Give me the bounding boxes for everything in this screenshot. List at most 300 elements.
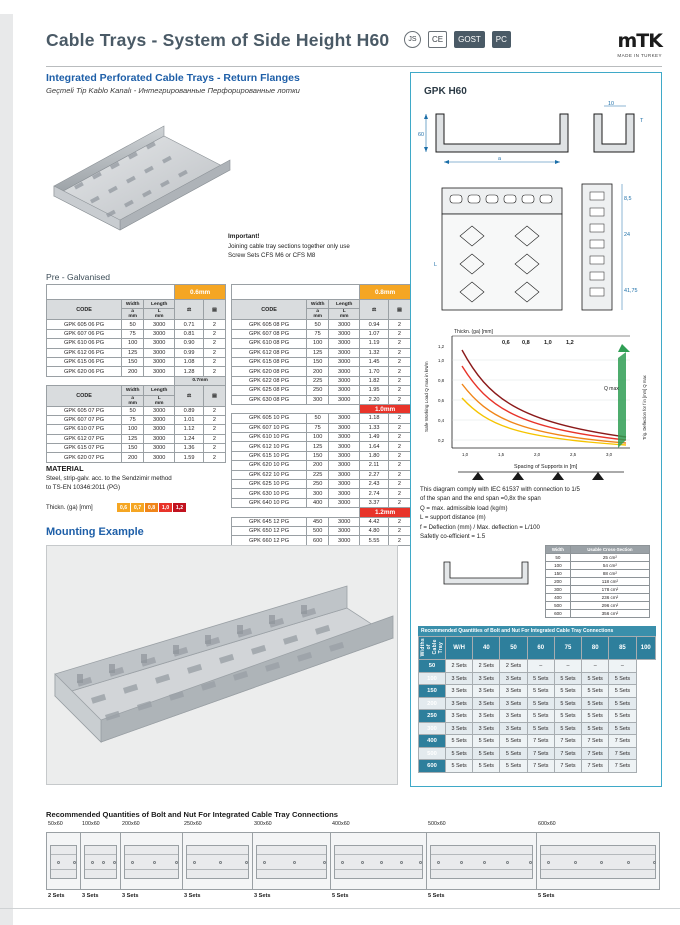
chart-top-label: Thickn. (ga) [mm] xyxy=(454,329,493,335)
cell-value: 0.71 xyxy=(175,320,204,329)
bolt-cell: 5 Sets xyxy=(473,747,500,760)
cell-value: 2 xyxy=(203,444,225,453)
cell-value: 1.82 xyxy=(360,376,389,385)
cell-value: 3000 xyxy=(144,348,175,357)
cell-code: GPK 607 10 PG xyxy=(232,423,307,432)
pc-mark-icon: PC xyxy=(492,31,511,48)
cell-value: 1.24 xyxy=(175,434,204,443)
col-width: Width xyxy=(122,300,144,309)
cell-code: 100 xyxy=(546,562,571,570)
table-row xyxy=(232,395,411,404)
section-subtitle-intl: Geçmeli Tip Kablo Kanalı - Интегрированные Перфорированные лотки xyxy=(46,86,300,95)
svg-text:0,6: 0,6 xyxy=(438,398,445,403)
cell-value: 1.64 xyxy=(360,442,389,451)
page-title: Cable Trays - System of Side Height H60 xyxy=(46,30,390,50)
ucs-header-row xyxy=(546,546,650,554)
bolt-cell: 5 Sets xyxy=(582,672,609,685)
cell-code: 200 xyxy=(546,578,571,586)
certification-marks xyxy=(404,31,511,48)
table-family-name: GPK ... H60 xyxy=(47,285,175,300)
cell-value: 2 xyxy=(203,415,225,424)
col-pcs-r: ▤ xyxy=(388,300,410,320)
col-length-unit: L mm xyxy=(144,309,175,320)
cell-code: GPK 605 07 PG xyxy=(47,406,122,415)
bottom-tray-size-label: 250x60 xyxy=(184,821,202,827)
bolt-row xyxy=(419,685,656,698)
cell-value: 0.99 xyxy=(175,348,204,357)
cell-value: 2 xyxy=(388,395,410,404)
bottom-tray-sets-label: 5 Sets xyxy=(428,893,445,899)
cell-code: GPK 630 08 PG xyxy=(232,395,307,404)
svg-text:1,0: 1,0 xyxy=(438,358,445,363)
diagram-note-line: L = support distance (m) xyxy=(420,514,486,522)
bolt-hole-icon xyxy=(653,861,656,864)
bolt-cell: 3 Sets xyxy=(473,722,500,735)
cell-code: GPK 610 06 PG xyxy=(47,339,122,348)
diagram-notes xyxy=(420,485,652,542)
bolt-row xyxy=(419,747,656,760)
table-column-headers-2 xyxy=(47,386,226,395)
bolt-cell: 5 Sets xyxy=(609,697,636,710)
table-body-right-10 xyxy=(232,414,411,508)
cell-value: 3000 xyxy=(329,470,360,479)
cell-value: 2 xyxy=(203,357,225,366)
table-thickness-badge-12: 1.2mm xyxy=(360,508,411,517)
cell-value: 50 xyxy=(307,320,329,329)
svg-text:1,0: 1,0 xyxy=(544,340,552,346)
bolt-cell: 5 Sets xyxy=(527,710,554,723)
dim-width-a: a xyxy=(498,156,501,162)
table-thickness-badge-10: 1.0mm xyxy=(360,404,411,413)
bolt-hole-icon xyxy=(380,861,383,864)
bottom-tray-sets-label: 3 Sets xyxy=(184,893,201,899)
cell-value: 1.59 xyxy=(175,453,204,462)
bolt-cell: – xyxy=(609,660,636,673)
cell-value: 54 cm² xyxy=(570,562,649,570)
table-row xyxy=(47,320,226,329)
bolt-hole-icon xyxy=(361,861,364,864)
bolt-cell: 5 Sets xyxy=(554,672,581,685)
cell-value: 1.08 xyxy=(175,357,204,366)
cell-code: GPK 660 12 PG xyxy=(232,536,307,545)
bolt-hole-icon xyxy=(153,861,156,864)
bolt-hole-icon xyxy=(193,861,196,864)
cell-value: 125 xyxy=(122,434,144,443)
col-pcs: ▤ xyxy=(203,300,225,320)
cell-value: 3000 xyxy=(329,526,360,535)
thickness-chip: 1,2 xyxy=(173,503,186,512)
mounting-example-photo xyxy=(46,545,398,785)
important-note-line1: Joining cable tray sections together only use xyxy=(228,242,350,250)
bolt-cell: 5 Sets xyxy=(500,735,527,748)
table-thickness-badge: 0.6mm xyxy=(175,285,226,300)
bolt-cell: 5 Sets xyxy=(609,710,636,723)
cell-value: 1.36 xyxy=(175,444,204,453)
profile-outline-small xyxy=(438,556,534,590)
bolt-row xyxy=(419,710,656,723)
table-row xyxy=(232,423,411,432)
bottom-tray-cell xyxy=(120,821,182,899)
material-line1: Steel, strip-galv. acc. to the Sendzimir method xyxy=(46,475,172,482)
pre-galvanised-label: Pre - Galvanised xyxy=(46,272,111,282)
cell-code: GPK 607 08 PG xyxy=(232,329,307,338)
bolt-row-width: 500 xyxy=(419,747,446,760)
bottom-tray-size-label: 50x60 xyxy=(48,821,63,827)
perforation-pattern-drawing xyxy=(432,180,652,320)
cell-value: 250 xyxy=(307,480,329,489)
gost-mark-icon: GOST xyxy=(454,31,485,48)
bottom-tray-profile xyxy=(430,845,533,879)
cell-code: GPK 612 06 PG xyxy=(47,348,122,357)
cell-value: 356 cm² xyxy=(570,610,649,618)
bolt-row-width: 150 xyxy=(419,685,446,698)
cell-value: 2 xyxy=(388,451,410,460)
bottom-tray-size-label: 600x60 xyxy=(538,821,556,827)
cell-value: 50 xyxy=(122,320,144,329)
cell-value: 500 xyxy=(307,526,329,535)
bolt-cell: 5 Sets xyxy=(500,760,527,773)
cell-value: 2 xyxy=(203,406,225,415)
cell-value: 2 xyxy=(388,357,410,366)
bolt-cell: 5 Sets xyxy=(582,710,609,723)
cell-value: 2.27 xyxy=(360,470,389,479)
svg-text:0,8: 0,8 xyxy=(522,340,530,346)
col-length-unit-r: L mm xyxy=(329,309,360,320)
bolt-row-width: 250 xyxy=(419,710,446,723)
ucs-col-width: Width xyxy=(546,546,571,554)
svg-text:Q max: Q max xyxy=(604,386,619,392)
bolt-cell: 2 Sets xyxy=(446,660,473,673)
bolt-cell: 7 Sets xyxy=(527,735,554,748)
col-length: Length xyxy=(144,300,175,309)
cell-value: 3000 xyxy=(329,376,360,385)
bolt-cell: 7 Sets xyxy=(554,760,581,773)
table-row xyxy=(232,470,411,479)
table-title-row xyxy=(47,285,226,300)
material-line2: to TS-EN 10346:2011 (PG) xyxy=(46,484,121,492)
table-row xyxy=(47,329,226,338)
table-row xyxy=(232,339,411,348)
table-row xyxy=(232,329,411,338)
bolt-cell: 5 Sets xyxy=(473,735,500,748)
cell-code: GPK 605 10 PG xyxy=(232,414,307,423)
table-row xyxy=(232,320,411,329)
cell-value: 125 xyxy=(122,348,144,357)
bolt-cell: 3 Sets xyxy=(500,722,527,735)
bolt-cell: 3 Sets xyxy=(446,710,473,723)
cell-value: 296 cm² xyxy=(570,602,649,610)
thickness-chips xyxy=(117,503,186,512)
product-table-right xyxy=(231,284,411,546)
cell-value: 0.81 xyxy=(175,329,204,338)
bolt-cell: 5 Sets xyxy=(473,760,500,773)
cell-value: 2.43 xyxy=(360,480,389,489)
important-note xyxy=(228,232,398,260)
svg-text:1,5: 1,5 xyxy=(498,452,505,457)
bolt-cell: 3 Sets xyxy=(446,672,473,685)
bolt-hole-icon xyxy=(102,861,105,864)
dim-24: 24 xyxy=(624,232,630,238)
cell-value: 2 xyxy=(388,339,410,348)
bolt-cell: 3 Sets xyxy=(500,697,527,710)
bolt-row xyxy=(419,722,656,735)
bolt-side-label: Widths of Cable Tray xyxy=(419,637,446,660)
cell-code: 300 xyxy=(546,586,571,594)
cell-value: 2 xyxy=(388,498,410,507)
cell-code: GPK 615 08 PG xyxy=(232,357,307,366)
page-top-margin xyxy=(0,0,680,14)
table-row xyxy=(47,444,226,453)
col-width-unit: a mm xyxy=(122,309,144,320)
cell-value: 200 xyxy=(307,367,329,376)
cell-code: GPK 605 06 PG xyxy=(47,320,122,329)
cell-value: 0.94 xyxy=(360,320,389,329)
bottom-tray-cell xyxy=(252,821,330,899)
table-row xyxy=(47,453,226,462)
cell-value: 4.80 xyxy=(360,526,389,535)
bolt-row xyxy=(419,660,656,673)
cell-code: GPK 607 07 PG xyxy=(47,415,122,424)
table-row xyxy=(232,414,411,423)
bottom-tray-profile xyxy=(84,845,117,879)
cell-value: 3000 xyxy=(144,357,175,366)
table-title-row-r xyxy=(232,285,411,300)
bolt-cell: 3 Sets xyxy=(446,722,473,735)
cell-code: 400 xyxy=(546,594,571,602)
bolt-cell: 7 Sets xyxy=(609,735,636,748)
cell-value: 2 xyxy=(388,329,410,338)
ce-mark-icon: CE xyxy=(428,31,447,48)
cell-value: 2 xyxy=(203,367,225,376)
bolt-hole-icon xyxy=(419,861,422,864)
bolt-hole-icon xyxy=(437,861,440,864)
cell-value: 1.18 xyxy=(360,414,389,423)
cell-value: 3000 xyxy=(329,480,360,489)
bolt-cell: 5 Sets xyxy=(609,685,636,698)
col-weight-2: ⚖ xyxy=(175,386,204,406)
table-body-left-07 xyxy=(47,406,226,462)
cell-value: 2.74 xyxy=(360,489,389,498)
cell-value: 2.20 xyxy=(360,395,389,404)
cell-value: 2 xyxy=(388,536,410,545)
brand-logo xyxy=(617,30,662,58)
bolt-cell: 5 Sets xyxy=(446,735,473,748)
cell-value: 200 xyxy=(122,367,144,376)
bottom-tray-size-label: 300x60 xyxy=(254,821,272,827)
bolt-hole-icon xyxy=(113,861,116,864)
bottom-tray-sets-label: 2 Sets xyxy=(48,893,65,899)
cell-code: GPK 610 07 PG xyxy=(47,425,122,434)
cell-code: GPK 622 10 PG xyxy=(232,470,307,479)
bottom-tray-size-label: 500x60 xyxy=(428,821,446,827)
table-row xyxy=(47,406,226,415)
table-column-headers-r xyxy=(232,300,411,309)
cell-value: 3000 xyxy=(329,517,360,526)
col-length-r: Length xyxy=(329,300,360,309)
table-row xyxy=(232,367,411,376)
cell-value: 2 xyxy=(388,320,410,329)
table-row xyxy=(47,339,226,348)
cell-value: 3000 xyxy=(329,498,360,507)
cell-value: 1.33 xyxy=(360,423,389,432)
bolt-cell: 5 Sets xyxy=(582,697,609,710)
ucs-col-area: Usable Cross-Section xyxy=(570,546,649,554)
cell-value: 100 xyxy=(122,339,144,348)
cell-code: GPK 615 07 PG xyxy=(47,444,122,453)
cell-value: 236 cm² xyxy=(570,594,649,602)
cell-value: 225 xyxy=(307,470,329,479)
important-note-heading: Important! xyxy=(228,233,260,240)
chart-y2label: Trig. Deflection for f in [mm] Q max xyxy=(642,375,647,440)
table-row xyxy=(232,348,411,357)
bottom-tray-cell xyxy=(426,821,536,899)
thickness-chip: 0,6 xyxy=(117,503,130,512)
cell-value: 1.80 xyxy=(360,451,389,460)
bolt-cell: 5 Sets xyxy=(527,697,554,710)
cell-value: 3000 xyxy=(144,453,175,462)
bolt-cell: 5 Sets xyxy=(554,710,581,723)
diagram-note-line: f = Deflection (mm) / Max. deflection = L/100 xyxy=(420,523,540,531)
bolt-cell: 3 Sets xyxy=(500,685,527,698)
logo-tagline: MADE IN TURKEY xyxy=(617,53,662,58)
bottom-tray-profile xyxy=(186,845,249,879)
bolt-cell: 5 Sets xyxy=(500,747,527,760)
bolt-hole-icon xyxy=(57,861,60,864)
svg-text:0,2: 0,2 xyxy=(438,438,445,443)
cell-value: 100 xyxy=(307,433,329,442)
dim-85: 8,5 xyxy=(624,196,632,202)
cell-value: 3000 xyxy=(329,442,360,451)
cell-value: 450 xyxy=(307,517,329,526)
cell-value: 75 xyxy=(307,329,329,338)
bolt-cell: 5 Sets xyxy=(446,760,473,773)
cell-code: GPK 625 08 PG xyxy=(232,386,307,395)
cell-value: 2 xyxy=(388,442,410,451)
mounting-example-heading: Mounting Example xyxy=(46,526,144,538)
bottom-tray-profile xyxy=(334,845,423,879)
cell-value: 75 xyxy=(122,329,144,338)
bottom-tray-sets-label: 3 Sets xyxy=(122,893,139,899)
bolt-cell: 5 Sets xyxy=(527,672,554,685)
cell-value: 400 xyxy=(307,498,329,507)
svg-text:0,4: 0,4 xyxy=(438,418,445,423)
cell-value: 2 xyxy=(388,480,410,489)
cell-value: 118 cm² xyxy=(570,578,649,586)
table-row xyxy=(47,348,226,357)
bolt-cell: 7 Sets xyxy=(609,747,636,760)
col-weight: ⚖ xyxy=(175,300,204,320)
bolt-hole-icon xyxy=(547,861,550,864)
bolt-table-caption: Recommended Quantities of Bolt and Nut For Integrated Cable Tray Connections xyxy=(418,626,656,636)
cell-value: 0.90 xyxy=(175,339,204,348)
cell-code: GPK 650 12 PG xyxy=(232,526,307,535)
bolt-cell: 5 Sets xyxy=(554,722,581,735)
bolt-cell: 7 Sets xyxy=(554,747,581,760)
page-left-margin xyxy=(0,0,13,925)
col-weight-r: ⚖ xyxy=(360,300,389,320)
cell-value: 2 xyxy=(203,320,225,329)
drawing-title: GPK H60 xyxy=(424,86,467,97)
bottom-tray-size-label: 100x60 xyxy=(82,821,100,827)
ucs-body xyxy=(546,554,650,618)
bolt-cell: 5 Sets xyxy=(527,722,554,735)
bolt-hole-icon xyxy=(627,861,630,864)
cell-value: 100 xyxy=(122,425,144,434)
bolt-hole-icon xyxy=(245,861,248,864)
bolt-hole-icon xyxy=(400,861,403,864)
svg-text:3,0: 3,0 xyxy=(606,452,613,457)
cell-value: 3000 xyxy=(144,434,175,443)
cell-value: 3000 xyxy=(329,461,360,470)
cell-value: 3000 xyxy=(329,329,360,338)
cell-value: 4.42 xyxy=(360,517,389,526)
product-table-left xyxy=(46,284,226,463)
bottom-tray-profile xyxy=(124,845,179,879)
bolt-hole-icon xyxy=(293,861,296,864)
cell-code: GPK 645 12 PG xyxy=(232,517,307,526)
cable-tray-3d-illustration xyxy=(44,118,239,248)
header-divider xyxy=(46,66,662,67)
bolt-hole-icon xyxy=(341,861,344,864)
bolt-cell: 7 Sets xyxy=(554,735,581,748)
cell-value: 1.49 xyxy=(360,433,389,442)
col-code-r: CODE xyxy=(232,300,307,320)
cell-value: 3000 xyxy=(329,386,360,395)
cell-value: 2 xyxy=(203,329,225,338)
bolt-row xyxy=(419,672,656,685)
cell-value: 1.45 xyxy=(360,357,389,366)
cell-value: 50 xyxy=(307,414,329,423)
cell-value: 2 xyxy=(203,348,225,357)
cell-value: 88 cm² xyxy=(570,570,649,578)
bolt-col-header: 60 xyxy=(527,637,554,660)
cell-value: 2 xyxy=(388,470,410,479)
bolt-col-header: 75 xyxy=(554,637,581,660)
cell-value: 0.89 xyxy=(175,406,204,415)
cell-value: 125 xyxy=(307,442,329,451)
section-subtitle-en: Integrated Perforated Cable Trays - Return Flanges xyxy=(46,72,300,84)
cell-value: 3000 xyxy=(329,433,360,442)
cell-code: GPK 620 07 PG xyxy=(47,453,122,462)
cell-value: 1.32 xyxy=(360,348,389,357)
cell-value: 1.28 xyxy=(175,367,204,376)
bolt-cell: 3 Sets xyxy=(446,685,473,698)
cell-code: 500 xyxy=(546,602,571,610)
bolt-quantities-block xyxy=(418,626,656,773)
col-width-r: Width xyxy=(307,300,329,309)
cell-value: 5.55 xyxy=(360,536,389,545)
bottom-tray-size-label: 200x60 xyxy=(122,821,140,827)
cell-code: GPK 610 10 PG xyxy=(232,433,307,442)
cell-value: 25 cm² xyxy=(570,554,649,562)
bolt-hole-icon xyxy=(529,861,532,864)
dim-tick-L: L xyxy=(434,262,437,268)
table-row xyxy=(232,433,411,442)
bottom-tray-profile xyxy=(256,845,327,879)
cell-value: 2 xyxy=(203,453,225,462)
bolt-body xyxy=(419,660,656,773)
cell-code: GPK 640 10 PG xyxy=(232,498,307,507)
bolt-cell: 5 Sets xyxy=(527,685,554,698)
cell-value: 3000 xyxy=(144,329,175,338)
cell-value: 2.11 xyxy=(360,461,389,470)
bolt-cell: 7 Sets xyxy=(609,760,636,773)
col-code-2: CODE xyxy=(47,386,122,406)
table-row xyxy=(232,526,411,535)
material-heading: MATERIAL xyxy=(46,464,84,473)
bolt-cell: 5 Sets xyxy=(554,685,581,698)
bolt-cell: 7 Sets xyxy=(582,735,609,748)
